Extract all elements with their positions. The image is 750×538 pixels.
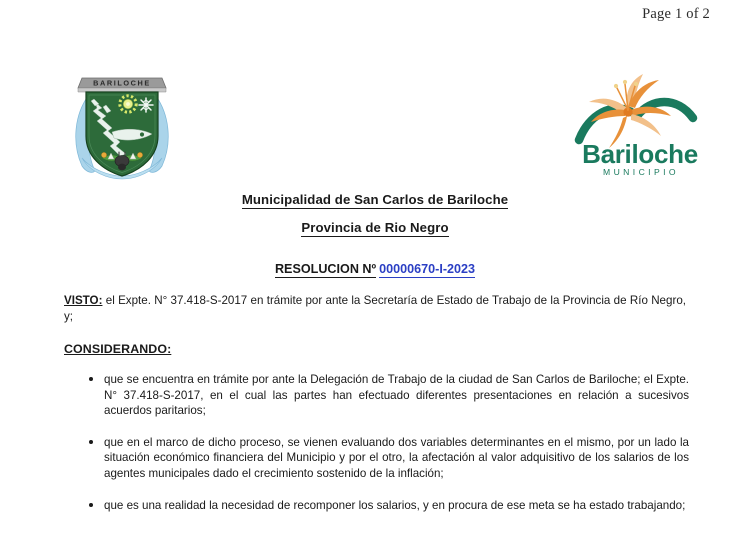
brand-wordmark: Bariloche (582, 139, 698, 169)
page-number: Page 1 of 2 (642, 6, 710, 22)
visto-label: VISTO: (64, 294, 103, 307)
title-province-text: Provincia de Rio Negro (301, 220, 449, 235)
resolution-label: RESOLUCION Nº (274, 262, 377, 276)
banner-shape (78, 78, 166, 92)
title-province (0, 220, 750, 235)
resolution-line (0, 262, 750, 276)
list-item (64, 498, 689, 514)
list-item-text: que es una realidad la necesidad de recomponer los salarios, y en procura de ese meta se ha estado trabajando; (104, 498, 686, 512)
coat-of-arms-emblem (62, 58, 182, 180)
list-item (64, 435, 689, 482)
list-item-text: que en el marco de dicho proceso, se vienen evaluando dos variables determinantes en el mismo, por un lado la situación económico financiera del Municipio y por el otro, la afectación al valor adquisitivo de los salarios de los agentes municipales dado el crecimiento sostenido de la inflación; (104, 435, 689, 480)
brand-subtitle: MUNICIPIO (603, 167, 679, 177)
list-item (64, 372, 689, 419)
bariloche-municipio-logo (565, 58, 715, 180)
emblem-banner-text: BARILOCHE (93, 78, 151, 88)
visto-paragraph (64, 293, 686, 324)
bullet-icon (89, 503, 93, 507)
considerando-heading: CONSIDERANDO: (64, 342, 172, 356)
considerando-list (64, 372, 689, 529)
bullet-icon (89, 440, 93, 444)
visto-text: el Expte. N° 37.418-S-2017 en trámite por ante la Secretaría de Estado de Trabajo de la Provincia de Río Negro, y; (64, 294, 686, 323)
title-municipality (0, 192, 750, 207)
bullet-icon (89, 377, 93, 381)
snowflake-icon (139, 98, 153, 112)
title-municipality-text: Municipalidad de San Carlos de Bariloche (241, 192, 509, 207)
list-item-text: que se encuentra en trámite por ante la Delegación de Trabajo de la ciudad de San Carlos de Bariloche; el Expte. N° 37.418-S-2017, en el cual las partes han efectuado diferentes presentaciones en relación a sucesivos acuerdos paritarios; (104, 373, 689, 418)
resolution-number-link[interactable]: 00000670-I-2023 (379, 262, 476, 276)
